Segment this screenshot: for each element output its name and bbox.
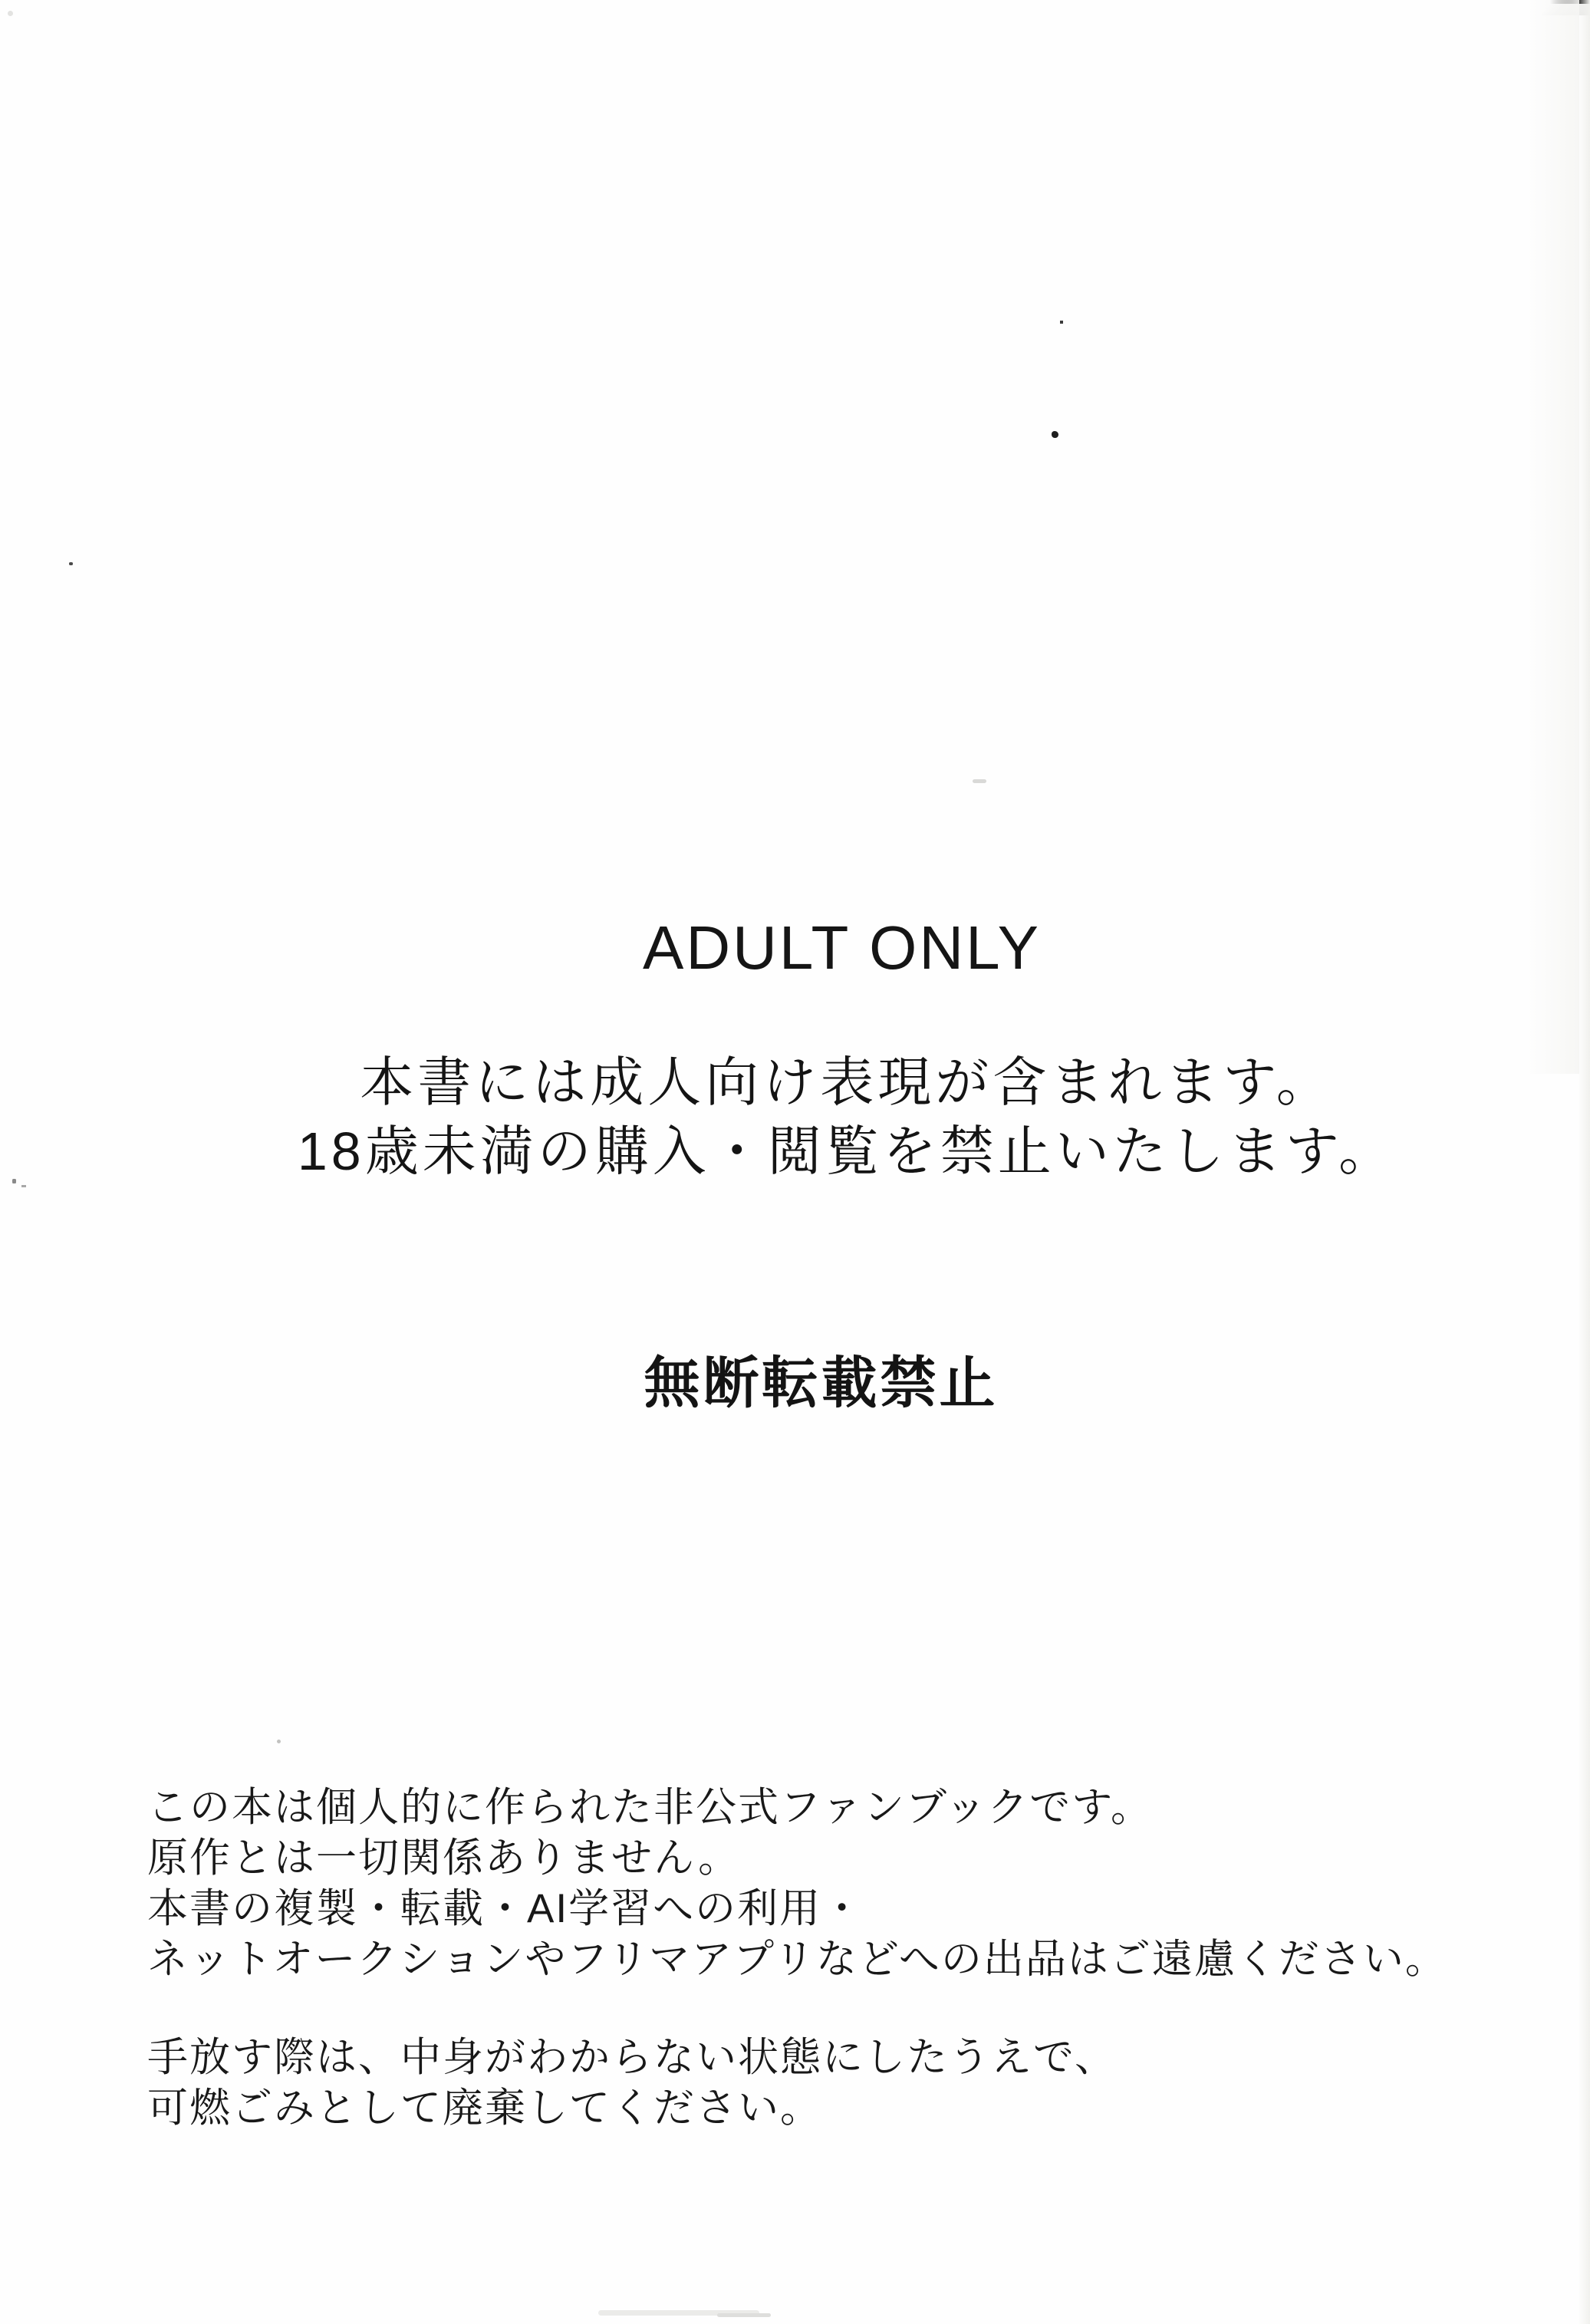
scan-speck [277,1740,281,1743]
scan-speck [69,562,73,565]
scan-speck [21,1185,26,1187]
scan-speck [12,1179,16,1183]
disclaimer-paragraph [147,1783,1447,2134]
disclaimer-blank-line [147,1985,1447,2033]
scan-smudge [973,779,986,783]
disclaimer-line-disposal-1: 手放す際は、中身がわからない状態にしたうえで、 [147,2035,1117,2080]
scan-smudge [717,2313,771,2317]
adult-only-heading: ADULT ONLY [643,913,1042,982]
scan-speck [8,11,13,16]
no-unauthorized-reprint-notice: 無断転載禁止 [644,1352,999,1414]
disclaimer-line-unofficial-fanbook: この本は個人的に作られた非公式ファンブックです。 [147,1785,1153,1830]
scan-speck [1060,321,1063,324]
scan-edge-band [1578,0,1590,2324]
scan-edge-shade [1526,0,1579,1074]
content-warning-block [104,1048,1590,1186]
disclaimer-line-no-resale: ネットオークションやフリマアプリなどへの出品はご遠慮ください。 [147,1937,1447,1982]
disclaimer-line-disposal-2: 可燃ごみとして廃棄してください。 [147,2085,822,2131]
disclaimer-line-no-copy-ai: 本書の複製・転載・AI学習への利用・ [147,1886,864,1931]
content-warning-line-1: 本書には成人向け表現が含まれます。 [360,1052,1334,1112]
scan-speck [1052,431,1058,438]
content-warning-line-2: 18歳未満の購入・閲覧を禁止いたします。 [297,1121,1397,1181]
disclaimer-line-no-relation: 原作とは一切関係ありません。 [147,1835,741,1881]
